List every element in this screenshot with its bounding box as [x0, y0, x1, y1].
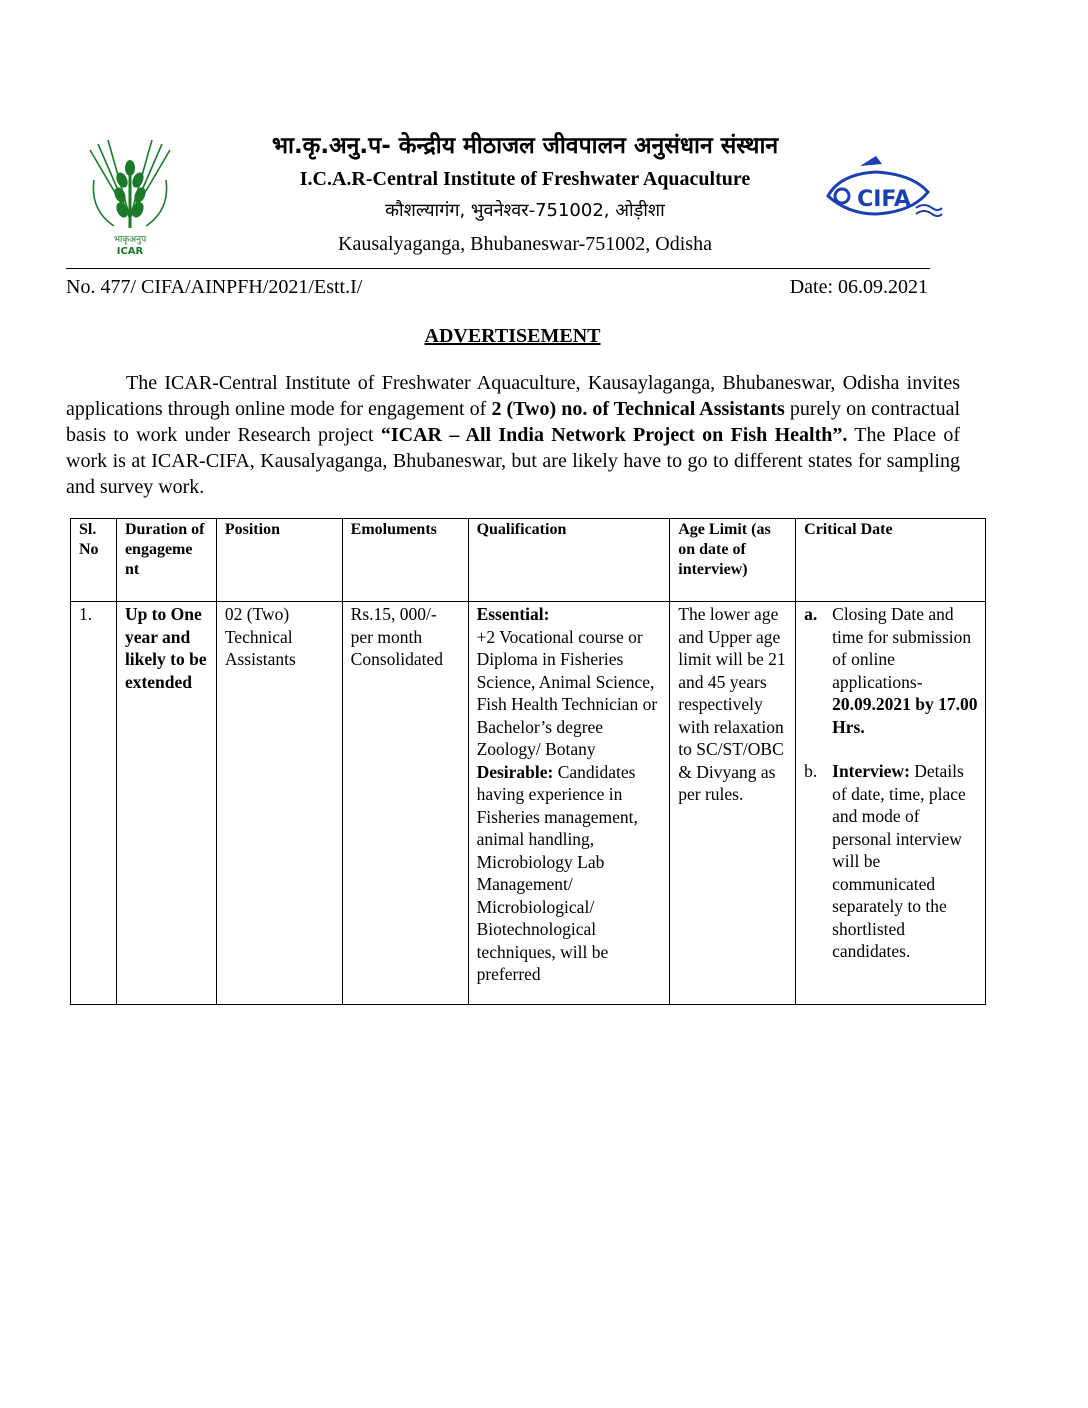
letterhead [0, 128, 1088, 258]
critical-b-content [832, 760, 979, 963]
table-row [71, 602, 986, 1005]
intro-bold-positions: 2 (Two) no. of Technical Assistants [491, 398, 785, 420]
icar-logo-icon [84, 140, 176, 256]
header-age-limit: Age Limit (as on date of interview) [670, 519, 796, 602]
intro-bold-project: “ICAR – All India Network Project on Fish Health”. [380, 424, 848, 446]
intro-text-3: The Place of work is at ICAR-CIFA, Kausalyaganga, Bhubaneswar, but are likely have to go to different states for sampling and survey work. [66, 424, 960, 498]
critical-b-heading: Interview: [832, 761, 910, 781]
desirable-label: Desirable: [476, 761, 554, 782]
reference-number: No. 477/ CIFA/AINPFH/2021/Estt.I/ [66, 276, 363, 298]
header-duration: Duration of engageme nt [116, 519, 216, 602]
cell-critical-date [796, 602, 986, 1005]
cell-duration: Up to One year and likely to be extended [116, 602, 216, 1005]
reference-line [66, 274, 928, 300]
header-divider [66, 268, 930, 269]
cell-sl: 1. [71, 602, 117, 1005]
critical-a-deadline: 20.09.2021 by 17.00 Hrs. [832, 694, 978, 737]
cell-position: 02 (Two) Technical Assistants [216, 602, 342, 1005]
critical-item-a [804, 603, 979, 738]
icar-logo-text: ICAR [116, 246, 144, 256]
icar-logo-hindi: भाकृअनुप [113, 235, 147, 245]
table-header-row [71, 519, 986, 602]
desirable-block [477, 761, 664, 986]
desirable-text: Candidates having experience in Fisheries management, animal handling, Microbiology Lab Management/ Microbiological/ Biotechnological techniques, will be preferred [476, 761, 638, 984]
critical-a-content [832, 603, 979, 738]
critical-a-label: a. [804, 604, 818, 624]
essential-label: Essential: [476, 604, 550, 624]
header-qualification: Qualification [468, 519, 670, 602]
essential-text: +2 Vocational course or Diploma in Fisheries Science, Animal Science, Fish Health Technician or Bachelor’s degree Zoology/ Botany [476, 626, 658, 759]
cell-qualification [468, 602, 670, 1005]
intro-text-1: The ICAR-Central Institute of Freshwater Aquaculture, Kausaylaganga, Bhubaneswar, Odisha invites applications through online mode for engagement of [66, 372, 960, 420]
english-institute-name: I.C.A.R-Central Institute of Freshwater Aquaculture [299, 168, 751, 190]
vacancy-table [70, 518, 986, 1005]
cifa-logo-icon [820, 156, 944, 226]
critical-item-b [804, 760, 979, 963]
intro-text-2: purely on contractual basis to work under Research project [66, 398, 961, 446]
english-address: Kausalyaganga, Bhubaneswar-751002, Odisha [338, 233, 712, 255]
critical-b-label: b. [804, 761, 818, 781]
header-sl: Sl. No [71, 519, 117, 602]
cifa-logo-text: CIFA [857, 187, 911, 212]
cell-age-limit: The lower age and Upper age limit will be 21 and 45 years respectively with relaxation to SC/ST/OBC & Divyang as per rules. [670, 602, 796, 1005]
page-title: ADVERTISEMENT [424, 325, 601, 347]
critical-a-text: Closing Date and time for submission of online applications- [832, 604, 972, 692]
letterhead-text [230, 128, 820, 260]
hindi-institute-name: भा.कृ.अनु.प- केन्द्रीय मीठाजल जीवपालन अनुसंधान संस्थान [271, 133, 779, 159]
critical-b-text: Details of date, time, place and mode of personal interview will be communicated separately to the shortlisted candidates. [832, 761, 966, 961]
header-emoluments: Emoluments [342, 519, 468, 602]
reference-date: Date: 06.09.2021 [789, 276, 928, 298]
hindi-address: कौशल्यागंग, भुवनेश्वर-751002, ओड़ीशा [385, 200, 665, 221]
intro-paragraph [66, 370, 960, 500]
header-position: Position [216, 519, 342, 602]
spacer [804, 738, 979, 760]
header-critical-date: Critical Date [796, 519, 986, 602]
cell-emoluments: Rs.15, 000/- per month Consolidated [342, 602, 468, 1005]
